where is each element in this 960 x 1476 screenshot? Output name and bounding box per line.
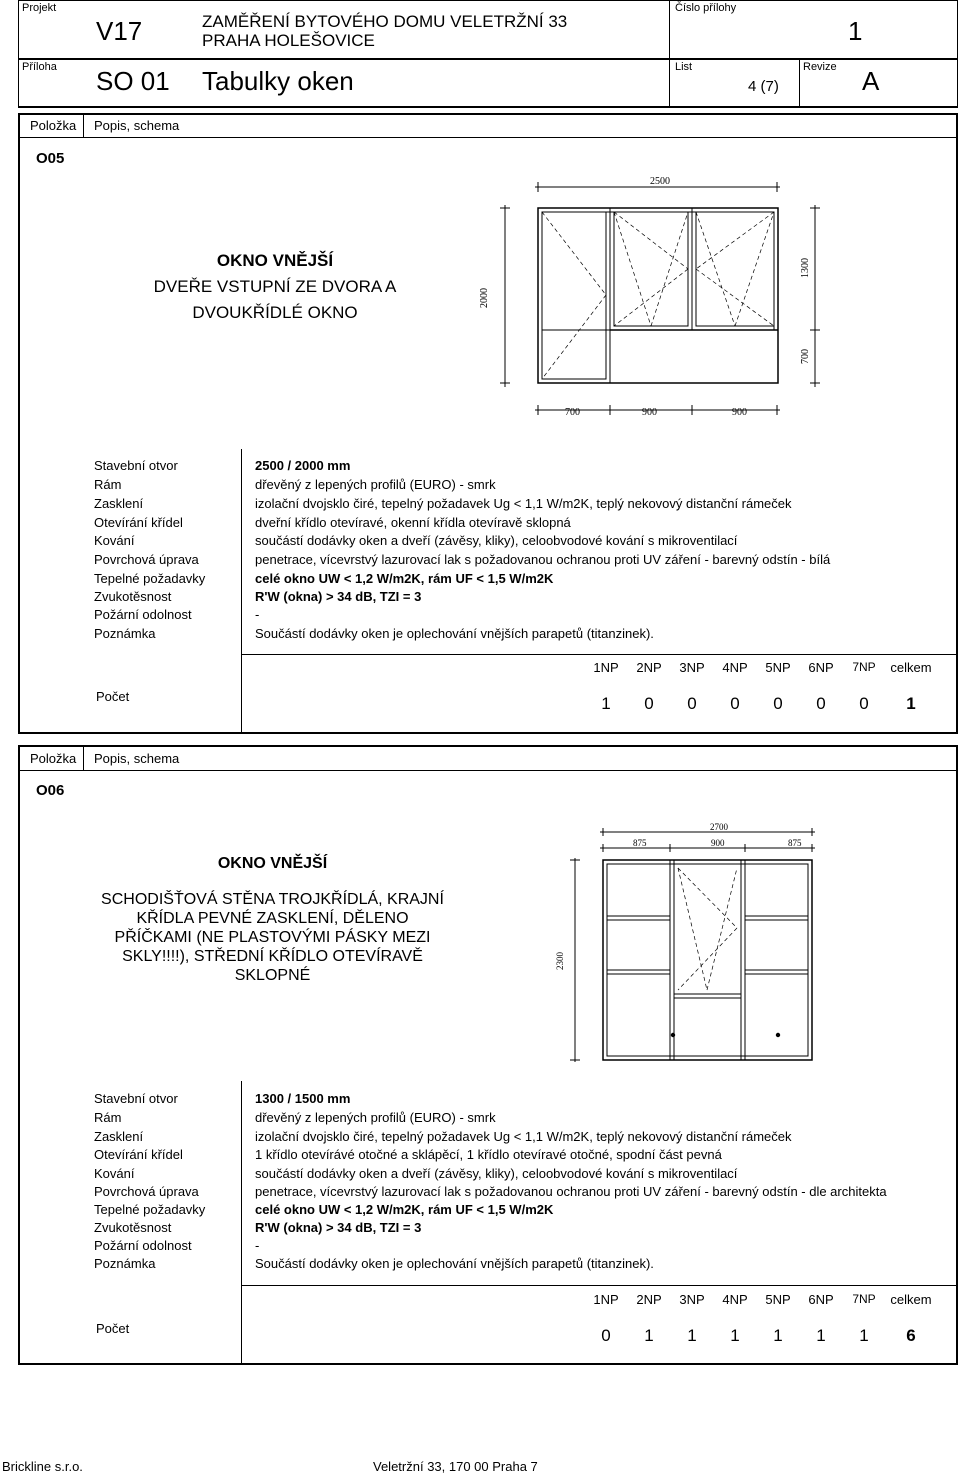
dim-upper: 1300 [800, 258, 811, 278]
spec-label: Zvukotěsnost [94, 589, 172, 604]
item-title-line: DVOUKŘÍDLÉ OKNO [192, 303, 358, 322]
spec-label: Otevírání křídel [94, 1147, 183, 1162]
pocet-label: Počet [96, 689, 130, 704]
spec-povrch: penetrace, vícevrstvý lazurovací lak s požadovanou ochranou proti UV záření - barevný odstín - bílá [255, 552, 831, 567]
spec-label: Stavební otvor [94, 458, 178, 473]
cislo-prilohy-value: 1 [848, 16, 863, 46]
spec-ram: dřevěný z lepených profilů (EURO) - smrk [255, 1110, 496, 1125]
polozka-label: Položka [30, 118, 77, 133]
priloha-label: Příloha [22, 61, 57, 73]
spec-tepelne: celé okno UW < 1,2 W/m2K, rám UF < 1,5 W/m2K [255, 571, 554, 586]
dim-height: 2000 [479, 288, 490, 308]
spec-label: Poznámka [94, 626, 156, 641]
item-title-main: OKNO VNĚJŠÍ [217, 855, 328, 872]
window-schema-o05 [470, 165, 830, 435]
floor-header: 6NP [808, 1292, 834, 1307]
floor-count-total: 6 [906, 1326, 916, 1345]
popis-label: Popis, schema [94, 751, 180, 766]
list-label: List [675, 61, 693, 73]
spec-label: Požární odolnost [94, 607, 192, 622]
dim-w1: 700 [565, 407, 580, 418]
floor-count: 0 [730, 694, 740, 713]
item-code: O06 [36, 782, 65, 799]
spec-stavebni-otvor: 2500 / 2000 mm [255, 458, 351, 473]
floor-count: 1 [859, 1326, 869, 1345]
list-value: 4 (7) [748, 78, 779, 95]
item-title [120, 248, 430, 326]
revize-value: A [862, 66, 880, 96]
floor-count: 1 [816, 1326, 826, 1345]
spec-pozarni: - [255, 1238, 260, 1253]
window-schema-o06 [545, 818, 845, 1063]
dim-w3: 900 [732, 407, 747, 418]
spec-kovani: součástí dodávky oken a dveří (závěsy, kliky), celoobvodové kování s mikroventilací [255, 533, 738, 548]
spec-pozarni: - [255, 607, 260, 622]
floor-header: 4NP [722, 1292, 748, 1307]
spec-label: Otevírání křídel [94, 515, 183, 530]
spec-povrch: penetrace, vícevrstvý lazurovací lak s požadovanou ochranou proti UV záření - barevný odstín - dle architekta [255, 1184, 887, 1199]
spec-tepelne: celé okno UW < 1,2 W/m2K, rám UF < 1,5 W/m2K [255, 1202, 554, 1217]
project-title-line2: PRAHA HOLEŠOVICE [202, 31, 375, 50]
floor-count: 0 [601, 1326, 611, 1345]
floor-count: 0 [816, 694, 826, 713]
floor-header: 5NP [765, 1292, 791, 1307]
spec-kovani: součástí dodávky oken a dveří (závěsy, kliky), celoobvodové kování s mikroventilací [255, 1166, 738, 1181]
spec-label: Povrchová úprava [94, 552, 199, 567]
dim-total: 2500 [650, 176, 670, 187]
item-title-line: SKLOPNÉ [234, 967, 311, 984]
item-title-main: OKNO VNĚJŠÍ [216, 251, 334, 270]
priloha-title: Tabulky oken [202, 66, 354, 96]
dim-w3: 875 [788, 838, 802, 848]
spec-label: Zasklení [94, 1129, 144, 1144]
dim-lower: 700 [800, 349, 811, 364]
floor-header: 1NP [593, 1292, 619, 1307]
floor-header: 2NP [636, 660, 662, 675]
floor-count: 1 [687, 1326, 697, 1345]
floor-header: celkem [890, 1292, 932, 1307]
floor-header: 5NP [765, 660, 791, 675]
item-title-line: SKLY!!!!), STŘEDNÍ KŘÍDLO OTEVÍRAVĚ [122, 948, 423, 965]
dim-total: 2700 [710, 822, 728, 832]
floor-header: 3NP [679, 660, 705, 675]
item-title [95, 854, 450, 985]
spec-label: Kování [94, 1166, 135, 1181]
revize-label: Revize [803, 61, 837, 73]
floor-header: 3NP [679, 1292, 705, 1307]
floor-count: 1 [773, 1326, 783, 1345]
spec-label: Stavební otvor [94, 1091, 178, 1106]
floor-count: 0 [644, 694, 654, 713]
spec-zaskleni: izolační dvojsklo čiré, tepelný požadavek Ug < 1,1 W/m2K, teplý nekovový distanční rámeček [255, 1129, 792, 1144]
floor-count: 0 [687, 694, 697, 713]
spec-otevirani: dveřní křídlo otevíravé, okenní křídla otevíravě sklopná [255, 515, 571, 530]
spec-label: Kování [94, 533, 135, 548]
spec-label: Tepelné požadavky [94, 1202, 206, 1217]
floor-header: celkem [890, 660, 932, 675]
spec-label: Zasklení [94, 496, 144, 511]
item-title-line: KŘÍDLA PEVNÉ ZASKLENÍ, DĚLENO [136, 910, 409, 927]
floor-header: 7NP [852, 1292, 876, 1306]
spec-label: Tepelné požadavky [94, 571, 206, 586]
floor-count: 1 [601, 694, 611, 713]
floor-header: 6NP [808, 660, 834, 675]
priloha-code: SO 01 [96, 66, 170, 96]
project-title-line1: ZAMĚŘENÍ BYTOVÉHO DOMU VELETRŽNÍ 33 [202, 12, 568, 31]
footer-company: Brickline s.r.o. [2, 1459, 83, 1474]
spec-ram: dřevěný z lepených profilů (EURO) - smrk [255, 477, 496, 492]
footer-address: Veletržní 33, 170 00 Praha 7 [373, 1459, 538, 1474]
dim-w2: 900 [711, 838, 725, 848]
project-code: V17 [96, 16, 143, 46]
floor-count: 0 [859, 694, 869, 713]
spec-zaskleni: izolační dvojsklo čiré, tepelný požadavek Ug < 1,1 W/m2K, teplý nekovový distanční rámeček [255, 496, 792, 511]
spec-otevirani: 1 křídlo otevírávé otočné a sklápěcí, 1 křídlo otevíravé otočné, spodní část pevná [255, 1147, 722, 1162]
item-title-line: SCHODIŠŤOVÁ STĚNA TROJKŘÍDLÁ, KRAJNÍ [101, 891, 444, 908]
floor-header: 1NP [593, 660, 619, 675]
floor-header: 2NP [636, 1292, 662, 1307]
pocet-label: Počet [96, 1321, 130, 1336]
floor-header: 7NP [852, 660, 876, 674]
cislo-prilohy-label: Číslo přílohy [675, 2, 737, 14]
spec-poznamka: Součástí dodávky oken je oplechování vnějších parapetů (titanzinek). [255, 1256, 654, 1271]
popis-label: Popis, schema [94, 118, 180, 133]
spec-label: Poznámka [94, 1256, 156, 1271]
spec-label: Zvukotěsnost [94, 1220, 172, 1235]
item-code: O05 [36, 150, 65, 167]
spec-label: Rám [94, 477, 122, 492]
spec-zvuk: R'W (okna) > 34 dB, TZI = 3 [255, 589, 422, 604]
spec-label: Požární odolnost [94, 1238, 192, 1253]
item-title-line: DVEŘE VSTUPNÍ ZE DVORA A [153, 277, 397, 296]
floor-count: 1 [644, 1326, 654, 1345]
dim-w2: 900 [642, 407, 657, 418]
floor-count: 1 [730, 1326, 740, 1345]
floor-count: 0 [773, 694, 783, 713]
spec-zvuk: R'W (okna) > 34 dB, TZI = 3 [255, 1220, 422, 1235]
spec-stavebni-otvor: 1300 / 1500 mm [255, 1091, 351, 1106]
dim-height: 2300 [555, 952, 565, 970]
spec-label: Rám [94, 1110, 122, 1125]
polozka-label: Položka [30, 751, 77, 766]
floor-count-total: 1 [906, 694, 916, 713]
spec-label: Povrchová úprava [94, 1184, 199, 1199]
projekt-label: Projekt [22, 2, 57, 14]
item-title-line: PŘÍČKAMI (NE PLASTOVÝMI PÁSKY MEZI [114, 929, 431, 946]
dim-w1: 875 [633, 838, 647, 848]
spec-poznamka: Součástí dodávky oken je oplechování vnějších parapetů (titanzinek). [255, 626, 654, 641]
floor-header: 4NP [722, 660, 748, 675]
